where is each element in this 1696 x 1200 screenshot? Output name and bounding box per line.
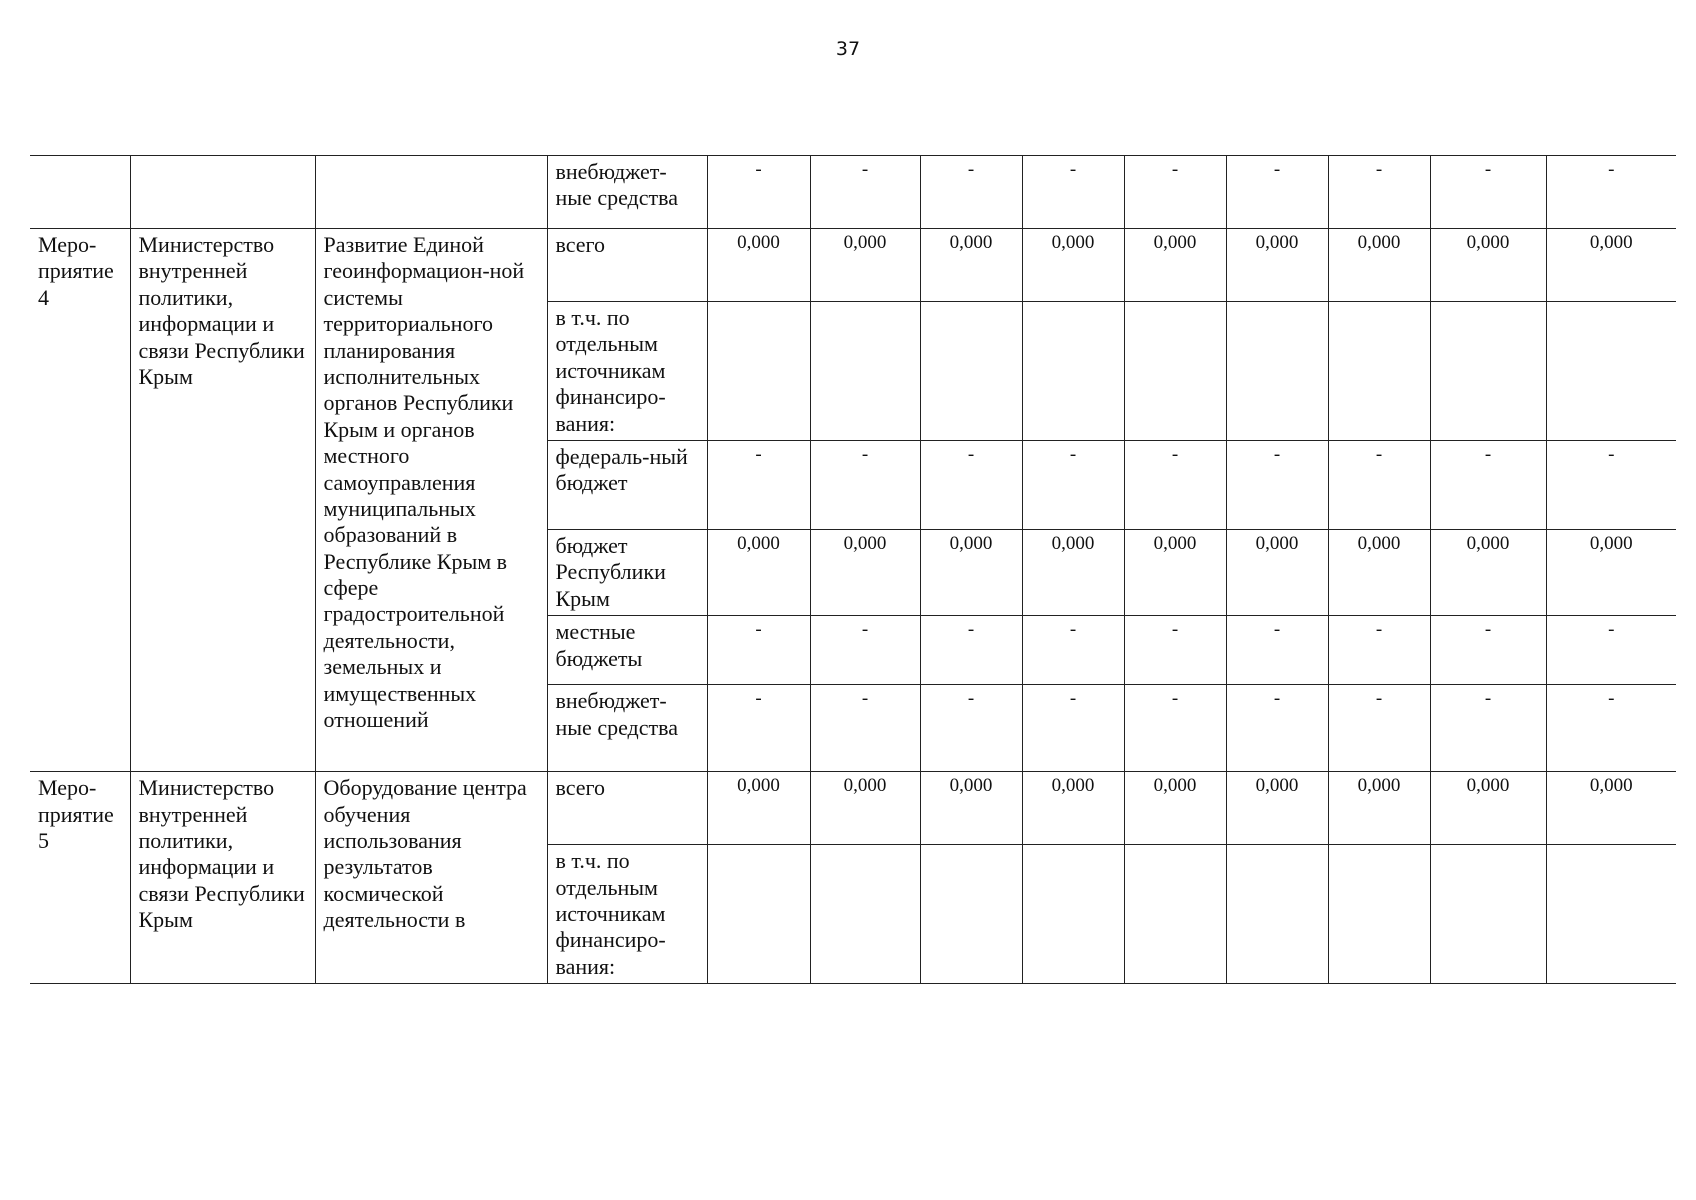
value-cell: 0,000 [810, 529, 920, 615]
source-label: бюджет Республики Крым [547, 529, 707, 615]
event-label-cell: Меро-приятие 5 [30, 772, 130, 984]
value-cell: 0,000 [920, 229, 1022, 302]
value-cell [1022, 302, 1124, 441]
value-cell: - [1546, 440, 1676, 529]
value-cell: - [920, 156, 1022, 229]
value-cell: - [1430, 440, 1546, 529]
source-label: всего [547, 229, 707, 302]
value-cell: - [1546, 685, 1676, 772]
value-cell [1124, 845, 1226, 984]
value-cell: - [1328, 440, 1430, 529]
value-cell: - [1328, 156, 1430, 229]
value-cell: - [707, 156, 810, 229]
value-cell: 0,000 [810, 229, 920, 302]
value-cell [707, 302, 810, 441]
value-cell: - [1546, 616, 1676, 685]
value-cell: 0,000 [1546, 772, 1676, 845]
value-cell: - [810, 685, 920, 772]
value-cell: - [1546, 156, 1676, 229]
value-cell: - [810, 156, 920, 229]
value-cell: - [810, 440, 920, 529]
value-cell [920, 845, 1022, 984]
value-cell: - [707, 685, 810, 772]
value-cell [810, 302, 920, 441]
value-cell: 0,000 [1226, 529, 1328, 615]
value-cell: 0,000 [1546, 229, 1676, 302]
value-cell [1124, 302, 1226, 441]
source-label: местные бюджеты [547, 616, 707, 685]
value-cell [920, 302, 1022, 441]
value-cell [1328, 302, 1430, 441]
value-cell: - [920, 685, 1022, 772]
page-number: 37 [835, 38, 861, 60]
event-label-cell [30, 156, 130, 229]
value-cell [1546, 845, 1676, 984]
value-cell: 0,000 [1226, 772, 1328, 845]
executor-cell: Министерство внутренней политики, информации и связи Республики Крым [130, 772, 315, 984]
table-row [30, 156, 1676, 229]
value-cell: 0,000 [1124, 772, 1226, 845]
executor-cell [130, 156, 315, 229]
value-cell [1430, 302, 1546, 441]
description-cell: Оборудование центра обучения использования результатов космической деятельности в [315, 772, 547, 984]
value-cell: 0,000 [1546, 529, 1676, 615]
value-cell: 0,000 [1328, 529, 1430, 615]
value-cell: - [707, 616, 810, 685]
value-cell: - [1226, 616, 1328, 685]
value-cell [1430, 845, 1546, 984]
value-cell: 0,000 [1328, 772, 1430, 845]
value-cell: 0,000 [1430, 772, 1546, 845]
value-cell: 0,000 [920, 529, 1022, 615]
value-cell: - [920, 616, 1022, 685]
value-cell: - [1124, 440, 1226, 529]
source-label: в т.ч. по отдельным источникам финансиро-вания: [547, 302, 707, 441]
value-cell: - [810, 616, 920, 685]
source-label: внебюджет-ные средства [547, 685, 707, 772]
description-cell [315, 156, 547, 229]
value-cell: 0,000 [1430, 229, 1546, 302]
value-cell [1022, 845, 1124, 984]
value-cell: - [1430, 156, 1546, 229]
value-cell [810, 845, 920, 984]
value-cell: - [920, 440, 1022, 529]
table-row [30, 772, 1676, 845]
value-cell: 0,000 [1022, 229, 1124, 302]
value-cell: - [1430, 616, 1546, 685]
executor-cell: Министерство внутренней политики, информации и связи Республики Крым [130, 229, 315, 772]
value-cell: - [1022, 616, 1124, 685]
event-label-cell: Меро-приятие 4 [30, 229, 130, 772]
value-cell [1546, 302, 1676, 441]
source-label: в т.ч. по отдельным источникам финансиро-вания: [547, 845, 707, 984]
value-cell: 0,000 [707, 772, 810, 845]
value-cell [1226, 845, 1328, 984]
value-cell: 0,000 [1022, 772, 1124, 845]
table-row [30, 229, 1676, 302]
value-cell: - [1124, 156, 1226, 229]
value-cell [1328, 845, 1430, 984]
value-cell: 0,000 [707, 529, 810, 615]
value-cell: - [1328, 685, 1430, 772]
description-cell: Развитие Единой геоинформацион-ной системы территориального планирования исполнительных органов Республики Крым и органов местного самоуправления муниципальных образований в Республике Крым в сфере градостроительной деятельности, земельных и имущественных отношений [315, 229, 547, 772]
value-cell: - [1226, 685, 1328, 772]
value-cell: - [1124, 616, 1226, 685]
funding-table [30, 155, 1676, 984]
value-cell: - [1022, 440, 1124, 529]
value-cell: 0,000 [1022, 529, 1124, 615]
value-cell: - [1022, 685, 1124, 772]
value-cell: - [1226, 156, 1328, 229]
value-cell: 0,000 [1124, 529, 1226, 615]
value-cell: 0,000 [1328, 229, 1430, 302]
source-label: внебюджет-ные средства [547, 156, 707, 229]
value-cell: - [1226, 440, 1328, 529]
value-cell: - [1124, 685, 1226, 772]
value-cell: - [707, 440, 810, 529]
value-cell: 0,000 [1124, 229, 1226, 302]
value-cell [707, 845, 810, 984]
value-cell: 0,000 [1226, 229, 1328, 302]
value-cell: - [1022, 156, 1124, 229]
value-cell: 0,000 [1430, 529, 1546, 615]
value-cell: 0,000 [920, 772, 1022, 845]
value-cell [1226, 302, 1328, 441]
value-cell: 0,000 [707, 229, 810, 302]
source-label: всего [547, 772, 707, 845]
source-label: федераль-ный бюджет [547, 440, 707, 529]
value-cell: - [1430, 685, 1546, 772]
value-cell: - [1328, 616, 1430, 685]
value-cell: 0,000 [810, 772, 920, 845]
